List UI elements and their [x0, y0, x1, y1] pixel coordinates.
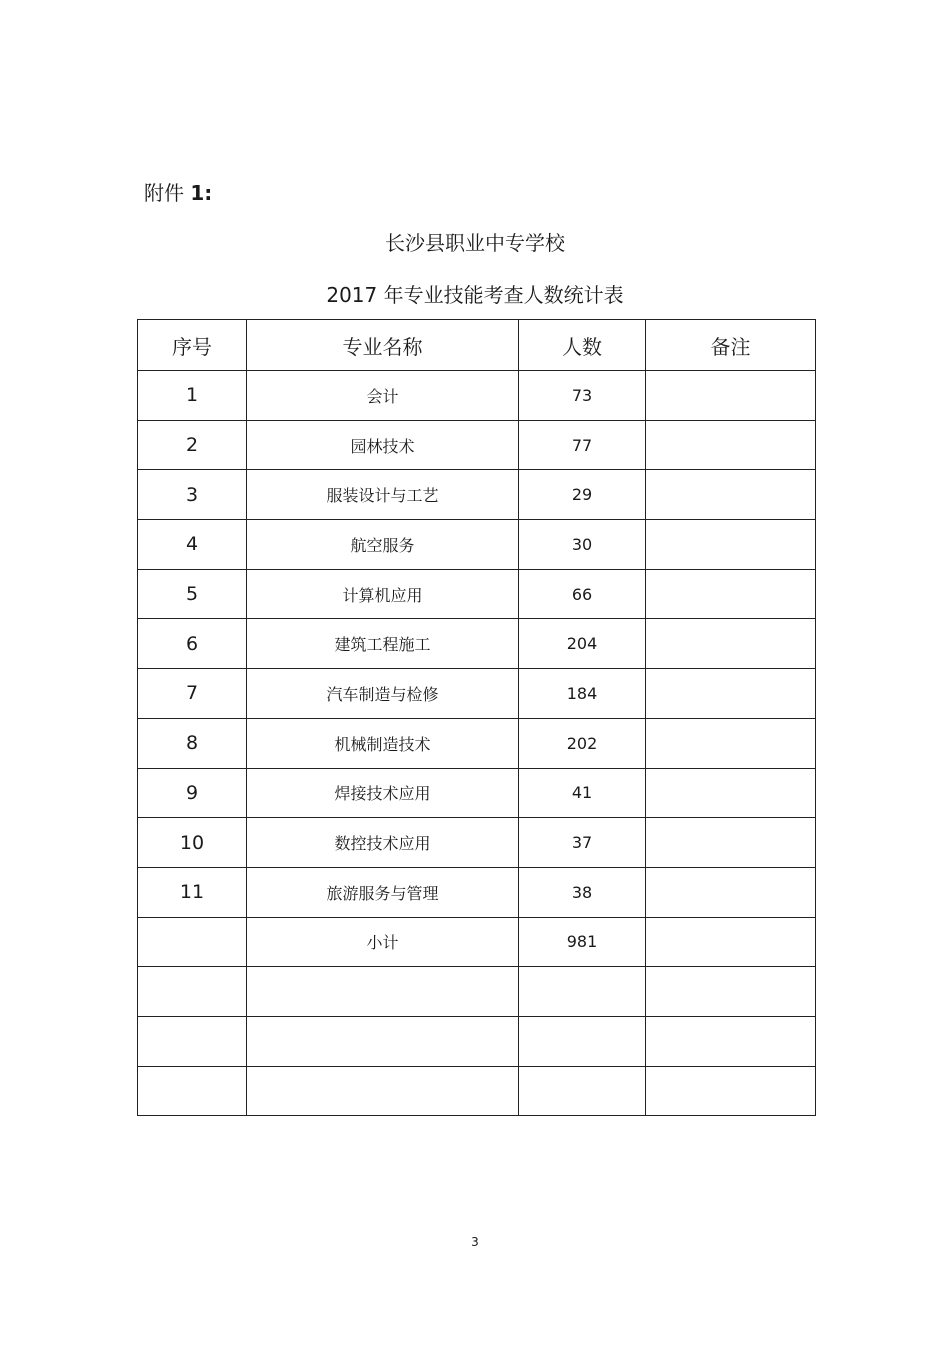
row-major-name: 会计 — [247, 371, 519, 421]
row-note — [646, 470, 816, 520]
subtotal-count: 981 — [519, 917, 646, 967]
row-count — [519, 1016, 646, 1066]
row-index: 10 — [138, 818, 247, 868]
row-index: 4 — [138, 520, 247, 570]
row-major-name: 机械制造技术 — [247, 718, 519, 768]
row-note — [646, 669, 816, 719]
row-major-name: 汽车制造与检修 — [247, 669, 519, 719]
row-note — [646, 569, 816, 619]
row-count: 38 — [519, 867, 646, 917]
attachment-number: 1: — [190, 181, 213, 205]
row-count: 77 — [519, 420, 646, 470]
table-row — [138, 520, 816, 570]
row-major-name — [247, 1016, 519, 1066]
row-major-name — [247, 967, 519, 1017]
row-note — [646, 818, 816, 868]
table-row — [138, 420, 816, 470]
row-count: 204 — [519, 619, 646, 669]
table-row — [138, 669, 816, 719]
row-note — [646, 1066, 816, 1116]
row-index: 9 — [138, 768, 247, 818]
row-index: 2 — [138, 420, 247, 470]
row-note — [646, 967, 816, 1017]
row-note — [646, 520, 816, 570]
row-major-name: 服装设计与工艺 — [247, 470, 519, 520]
row-index — [138, 917, 247, 967]
row-note — [646, 619, 816, 669]
row-index — [138, 1066, 247, 1116]
row-major-name: 数控技术应用 — [247, 818, 519, 868]
row-index: 1 — [138, 371, 247, 421]
row-index: 8 — [138, 718, 247, 768]
table-header-row — [138, 320, 816, 371]
attachment-label — [144, 180, 212, 206]
row-note — [646, 1016, 816, 1066]
header-index: 序号 — [138, 320, 247, 371]
row-index: 6 — [138, 619, 247, 669]
row-note — [646, 917, 816, 967]
school-name: 长沙县职业中专学校 — [385, 231, 565, 255]
subtotal-row — [138, 917, 816, 967]
row-note — [646, 768, 816, 818]
row-count: 66 — [519, 569, 646, 619]
header-major-name: 专业名称 — [247, 320, 519, 371]
row-major-name: 旅游服务与管理 — [247, 867, 519, 917]
table-body — [138, 371, 816, 1116]
row-major-name — [247, 1066, 519, 1116]
row-index: 5 — [138, 569, 247, 619]
empty-row — [138, 1016, 816, 1066]
row-note — [646, 371, 816, 421]
row-count: 202 — [519, 718, 646, 768]
table-row — [138, 619, 816, 669]
table-row — [138, 818, 816, 868]
row-count: 30 — [519, 520, 646, 570]
row-index — [138, 1016, 247, 1066]
table-row — [138, 768, 816, 818]
statistics-table — [137, 319, 816, 1116]
row-count: 41 — [519, 768, 646, 818]
subtotal-label: 小计 — [247, 917, 519, 967]
page-number: 3 — [471, 1235, 479, 1249]
row-major-name: 建筑工程施工 — [247, 619, 519, 669]
row-index: 7 — [138, 669, 247, 719]
row-index: 11 — [138, 867, 247, 917]
empty-row — [138, 1066, 816, 1116]
table-row — [138, 371, 816, 421]
table-row — [138, 867, 816, 917]
table-row — [138, 718, 816, 768]
row-count — [519, 967, 646, 1017]
attachment-prefix: 附件 — [144, 181, 184, 205]
row-major-name: 焊接技术应用 — [247, 768, 519, 818]
row-count: 73 — [519, 371, 646, 421]
table-row — [138, 569, 816, 619]
row-note — [646, 718, 816, 768]
table-title: 2017 年专业技能考查人数统计表 — [326, 283, 624, 307]
row-count — [519, 1066, 646, 1116]
row-count: 29 — [519, 470, 646, 520]
row-count: 37 — [519, 818, 646, 868]
row-major-name: 航空服务 — [247, 520, 519, 570]
empty-row — [138, 967, 816, 1017]
row-major-name: 计算机应用 — [247, 569, 519, 619]
row-note — [646, 420, 816, 470]
header-note: 备注 — [646, 320, 816, 371]
row-note — [646, 867, 816, 917]
row-index: 3 — [138, 470, 247, 520]
table-row — [138, 470, 816, 520]
row-count: 184 — [519, 669, 646, 719]
header-count: 人数 — [519, 320, 646, 371]
row-major-name: 园林技术 — [247, 420, 519, 470]
row-index — [138, 967, 247, 1017]
